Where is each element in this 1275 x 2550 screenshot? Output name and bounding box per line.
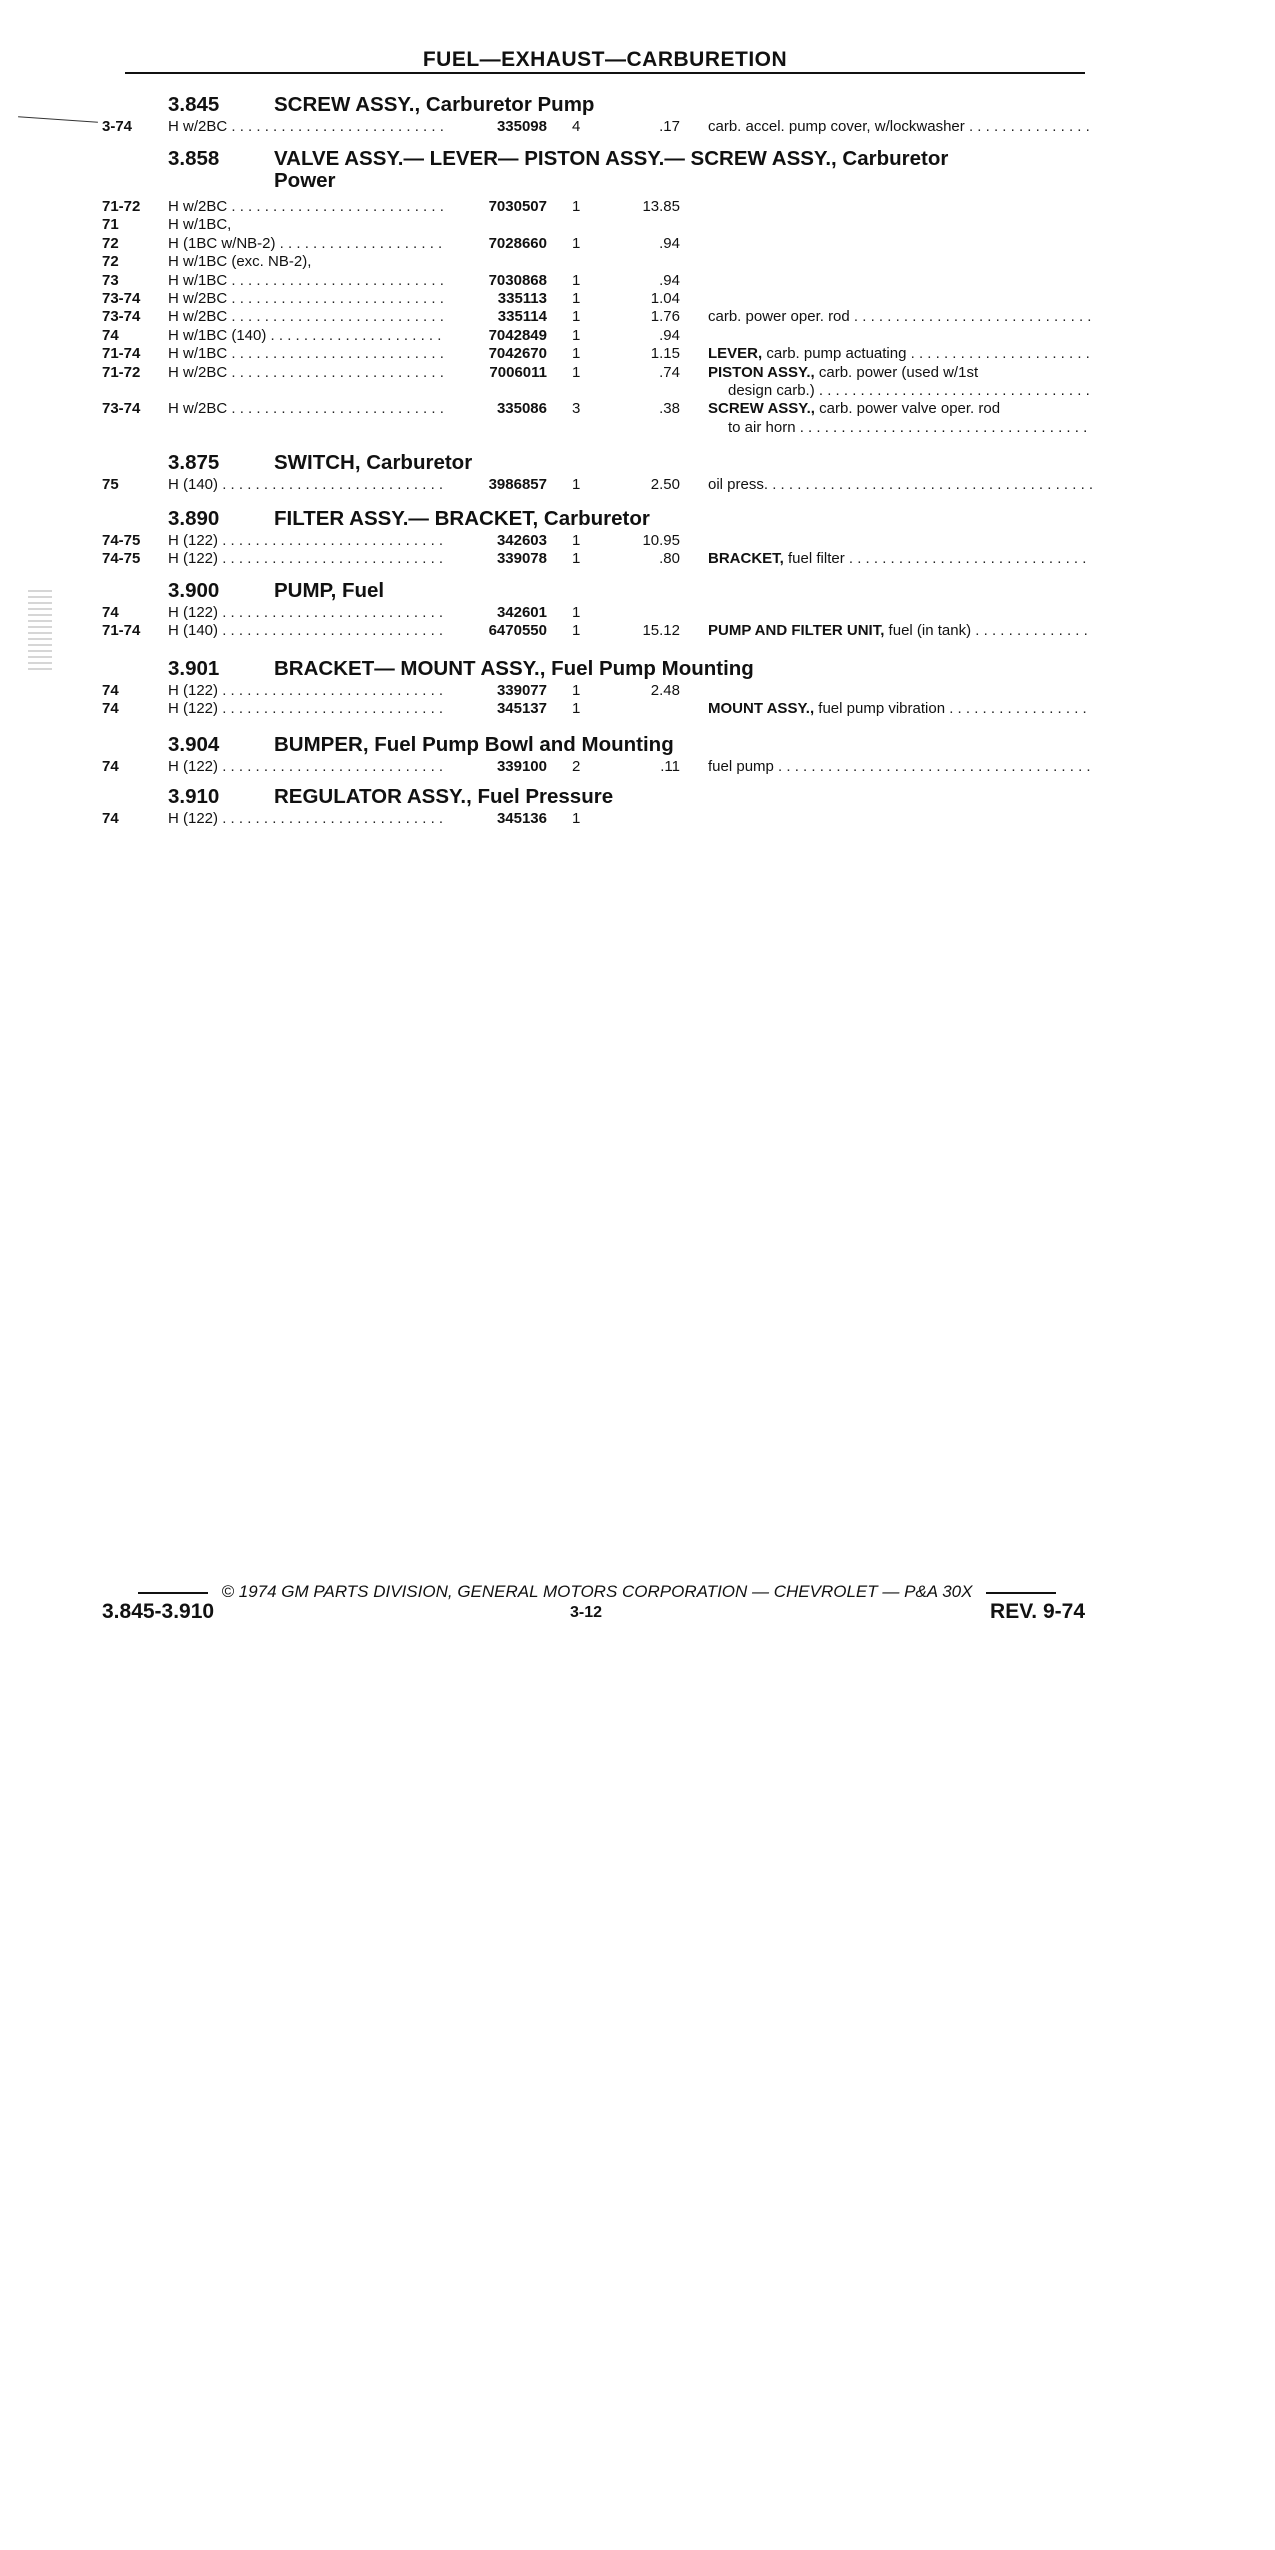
row-model: H (122) . . . bbox=[168, 700, 446, 718]
row-model: H w/2BC . . . bbox=[168, 364, 446, 382]
row-model: H (140) . . . bbox=[168, 476, 446, 494]
row-description-bold: PISTON ASSY., bbox=[708, 363, 815, 381]
row-year: 74 bbox=[102, 810, 119, 827]
row-model: H (122) . . . bbox=[168, 682, 446, 700]
row-year: 74 bbox=[102, 326, 119, 344]
row-part-number: 342603 bbox=[496, 532, 547, 549]
row-year: 71-74 bbox=[102, 345, 141, 363]
row-price: .38 bbox=[659, 400, 680, 418]
row-year: 71-72 bbox=[102, 198, 141, 215]
row-price: 1.04 bbox=[650, 290, 680, 307]
section-heading bbox=[168, 734, 674, 756]
row-year: 3-74 bbox=[102, 118, 133, 135]
table-row bbox=[102, 758, 1092, 776]
section-title: FILTER ASSY.— BRACKET, Carburetor bbox=[274, 507, 650, 530]
row-price: .94 bbox=[659, 234, 680, 252]
row-model: H (122) . . . bbox=[168, 532, 446, 550]
row-part-number: 335114 bbox=[497, 308, 547, 326]
row-year: 71 bbox=[102, 216, 119, 234]
table-row bbox=[102, 476, 1092, 494]
row-year: 73-74 bbox=[102, 290, 141, 307]
row-description-bold: PUMP AND FILTER UNIT, bbox=[708, 622, 885, 640]
row-part-number: 345137 bbox=[496, 700, 547, 718]
table-row bbox=[102, 682, 1092, 700]
row-year: 73-74 bbox=[102, 308, 141, 326]
row-description-bold: SCREW ASSY., bbox=[708, 400, 815, 418]
table-row bbox=[102, 550, 1092, 568]
table-row bbox=[102, 400, 1092, 418]
row-price: .11 bbox=[660, 758, 680, 775]
row-price: .80 bbox=[659, 550, 680, 568]
row-price: .94 bbox=[659, 326, 680, 344]
table-row bbox=[102, 364, 1092, 382]
section-title: BRACKET— MOUNT ASSY., Fuel Pump Mounting bbox=[274, 657, 754, 680]
row-year: 73-74 bbox=[102, 400, 141, 418]
table-row bbox=[102, 532, 1092, 550]
row-quantity: 1 bbox=[572, 363, 581, 381]
row-model: H (122) . . . bbox=[168, 810, 446, 828]
section-number: 3.858 bbox=[168, 147, 220, 170]
table-row bbox=[102, 198, 1092, 216]
row-quantity: 1 bbox=[572, 234, 581, 252]
table-row bbox=[102, 622, 1092, 640]
row-year: 74 bbox=[102, 700, 119, 718]
row-quantity: 1 bbox=[572, 682, 581, 699]
row-description-bold: BRACKET, bbox=[708, 550, 784, 568]
table-row bbox=[102, 308, 1092, 326]
row-part-number: 339077 bbox=[496, 682, 547, 699]
section-title: SWITCH, Carburetor bbox=[274, 451, 473, 474]
row-year: 75 bbox=[102, 476, 119, 493]
row-quantity: 1 bbox=[572, 532, 581, 549]
row-price: 1.76 bbox=[650, 308, 680, 326]
row-description: PUMP AND FILTER UNIT, fuel (in tank) . . . bbox=[708, 622, 1092, 640]
row-description-bold: LEVER, bbox=[708, 345, 763, 363]
row-year: 74-75 bbox=[102, 532, 141, 549]
row-model: H (140) . . . bbox=[168, 622, 446, 640]
row-quantity: 1 bbox=[572, 604, 581, 621]
table-row bbox=[102, 810, 1092, 828]
row-quantity: 4 bbox=[572, 118, 581, 135]
table-row bbox=[102, 118, 1092, 136]
row-part-number: 7028660 bbox=[488, 234, 547, 252]
row-quantity: 1 bbox=[572, 700, 581, 718]
section-number: 3.910 bbox=[168, 785, 220, 808]
footer-range: 3.845-3.910 bbox=[102, 1600, 215, 1623]
row-part-number: 342601 bbox=[496, 604, 547, 621]
row-model: H w/2BC . . . bbox=[168, 308, 446, 326]
row-description: oil press. . . . bbox=[708, 476, 1092, 494]
row-year: 71-74 bbox=[102, 622, 141, 640]
section-heading bbox=[168, 580, 384, 602]
row-part-number: 7042849 bbox=[488, 326, 547, 344]
row-quantity: 1 bbox=[572, 345, 581, 363]
row-model: H w/2BC . . . bbox=[168, 118, 446, 136]
table-row bbox=[102, 216, 1092, 234]
row-year: 74 bbox=[102, 682, 119, 699]
row-quantity: 1 bbox=[572, 198, 581, 215]
table-row bbox=[102, 700, 1092, 718]
row-part-number: 335098 bbox=[496, 118, 547, 135]
section-number: 3.904 bbox=[168, 733, 220, 756]
section-number: 3.890 bbox=[168, 507, 220, 530]
row-year: 73 bbox=[102, 271, 119, 289]
section-number: 3.875 bbox=[168, 451, 220, 474]
section-title: VALVE ASSY.— LEVER— PISTON ASSY.— SCREW ASSY., Carburetor Power bbox=[274, 147, 949, 192]
row-description: MOUNT ASSY., fuel pump vibration . . . bbox=[708, 700, 1092, 718]
row-year: 74 bbox=[102, 758, 119, 775]
row-model: H w/2BC . . . bbox=[168, 198, 446, 216]
row-quantity: 1 bbox=[572, 622, 581, 640]
row-model: H (1BC w/NB-2) . . . bbox=[168, 235, 446, 253]
row-model: H (122) . . . bbox=[168, 758, 446, 776]
page-header: FUEL—EXHAUST—CARBURETION bbox=[422, 48, 788, 71]
row-year: 72 bbox=[102, 253, 119, 271]
row-description: PISTON ASSY., carb. power (used w/1st bbox=[708, 363, 979, 381]
section-title: REGULATOR ASSY., Fuel Pressure bbox=[274, 785, 614, 808]
section-heading bbox=[168, 94, 594, 116]
row-description-bold: MOUNT ASSY., bbox=[708, 700, 815, 718]
row-price: 1.15 bbox=[650, 345, 680, 363]
row-model: H w/1BC (140) . . . bbox=[168, 327, 446, 345]
row-part-number: 6470550 bbox=[488, 622, 547, 640]
table-row bbox=[102, 327, 1092, 345]
section-title: SCREW ASSY., Carburetor Pump bbox=[274, 93, 595, 116]
table-row bbox=[102, 345, 1092, 363]
row-quantity: 1 bbox=[572, 476, 581, 493]
row-price: 10.95 bbox=[642, 532, 680, 549]
row-quantity: 3 bbox=[572, 400, 581, 418]
row-price: .17 bbox=[659, 118, 680, 135]
row-description: fuel pump . . . bbox=[708, 758, 1092, 776]
row-description-continued: to air horn . . . bbox=[728, 419, 1092, 437]
row-part-number: 3986857 bbox=[488, 476, 547, 493]
row-price: 2.50 bbox=[650, 476, 680, 493]
row-description: SCREW ASSY., carb. power valve oper. rod bbox=[708, 400, 1001, 418]
section-heading bbox=[168, 452, 472, 474]
row-part-number: 335113 bbox=[497, 290, 547, 307]
row-part-number: 7042670 bbox=[488, 345, 547, 363]
row-quantity: 1 bbox=[572, 271, 581, 289]
row-model: H (122) . . . bbox=[168, 550, 446, 568]
row-price: .74 bbox=[659, 363, 680, 381]
table-row bbox=[102, 290, 1092, 308]
row-part-number: 345136 bbox=[496, 810, 547, 827]
row-price: 13.85 bbox=[642, 198, 680, 215]
table-row bbox=[102, 253, 1092, 271]
table-row bbox=[102, 272, 1092, 290]
section-number: 3.900 bbox=[168, 579, 220, 602]
row-description: BRACKET, fuel filter . . . bbox=[708, 550, 1092, 568]
row-price: .94 bbox=[659, 271, 680, 289]
section-heading bbox=[168, 148, 948, 192]
row-year: 71-72 bbox=[102, 363, 141, 381]
row-quantity: 1 bbox=[572, 550, 581, 568]
row-year: 74-75 bbox=[102, 550, 141, 568]
table-row bbox=[102, 235, 1092, 253]
row-year: 74 bbox=[102, 604, 119, 621]
row-quantity: 1 bbox=[572, 308, 581, 326]
table-row bbox=[102, 604, 1092, 622]
row-quantity: 2 bbox=[572, 758, 581, 775]
row-description-continued: design carb.) . . . bbox=[728, 382, 1092, 400]
section-title: BUMPER, Fuel Pump Bowl and Mounting bbox=[274, 733, 674, 756]
row-year: 72 bbox=[102, 234, 119, 252]
row-part-number: 7030507 bbox=[488, 198, 547, 215]
row-model: H w/1BC (exc. NB-2), bbox=[168, 253, 312, 271]
row-model: H w/1BC . . . bbox=[168, 345, 446, 363]
row-quantity: 1 bbox=[572, 290, 581, 307]
footer-page-number: 3-12 bbox=[570, 1604, 603, 1621]
footer-revision: REV. 9-74 bbox=[990, 1600, 1085, 1623]
row-part-number: 7006011 bbox=[489, 363, 547, 381]
row-quantity: 1 bbox=[572, 326, 581, 344]
row-description: carb. power oper. rod . . . bbox=[708, 308, 1092, 326]
row-model: H w/2BC . . . bbox=[168, 400, 446, 418]
section-heading bbox=[168, 508, 650, 530]
section-heading bbox=[168, 786, 613, 808]
footer-copyright: © 1974 GM PARTS DIVISION, GENERAL MOTORS CORPORATION — CHEVROLET — P&A 30X bbox=[102, 1582, 1092, 1602]
section-number: 3.901 bbox=[168, 657, 220, 680]
row-model: H (122) . . . bbox=[168, 604, 446, 622]
row-part-number: 339100 bbox=[496, 758, 547, 775]
row-description: carb. accel. pump cover, w/lockwasher . . . bbox=[708, 118, 1092, 136]
row-part-number: 7030868 bbox=[488, 271, 547, 289]
row-model: H w/2BC . . . bbox=[168, 290, 446, 308]
row-price: 2.48 bbox=[650, 682, 680, 699]
section-number: 3.845 bbox=[168, 93, 220, 116]
row-part-number: 335086 bbox=[496, 400, 547, 418]
row-description: LEVER, carb. pump actuating . . . bbox=[708, 345, 1092, 363]
row-model: H w/1BC, bbox=[168, 216, 232, 234]
section-title: PUMP, Fuel bbox=[274, 579, 385, 602]
section-heading bbox=[168, 658, 754, 680]
row-part-number: 339078 bbox=[496, 550, 547, 568]
row-model: H w/1BC . . . bbox=[168, 272, 446, 290]
row-price: 15.12 bbox=[642, 622, 680, 640]
row-quantity: 1 bbox=[572, 810, 581, 827]
